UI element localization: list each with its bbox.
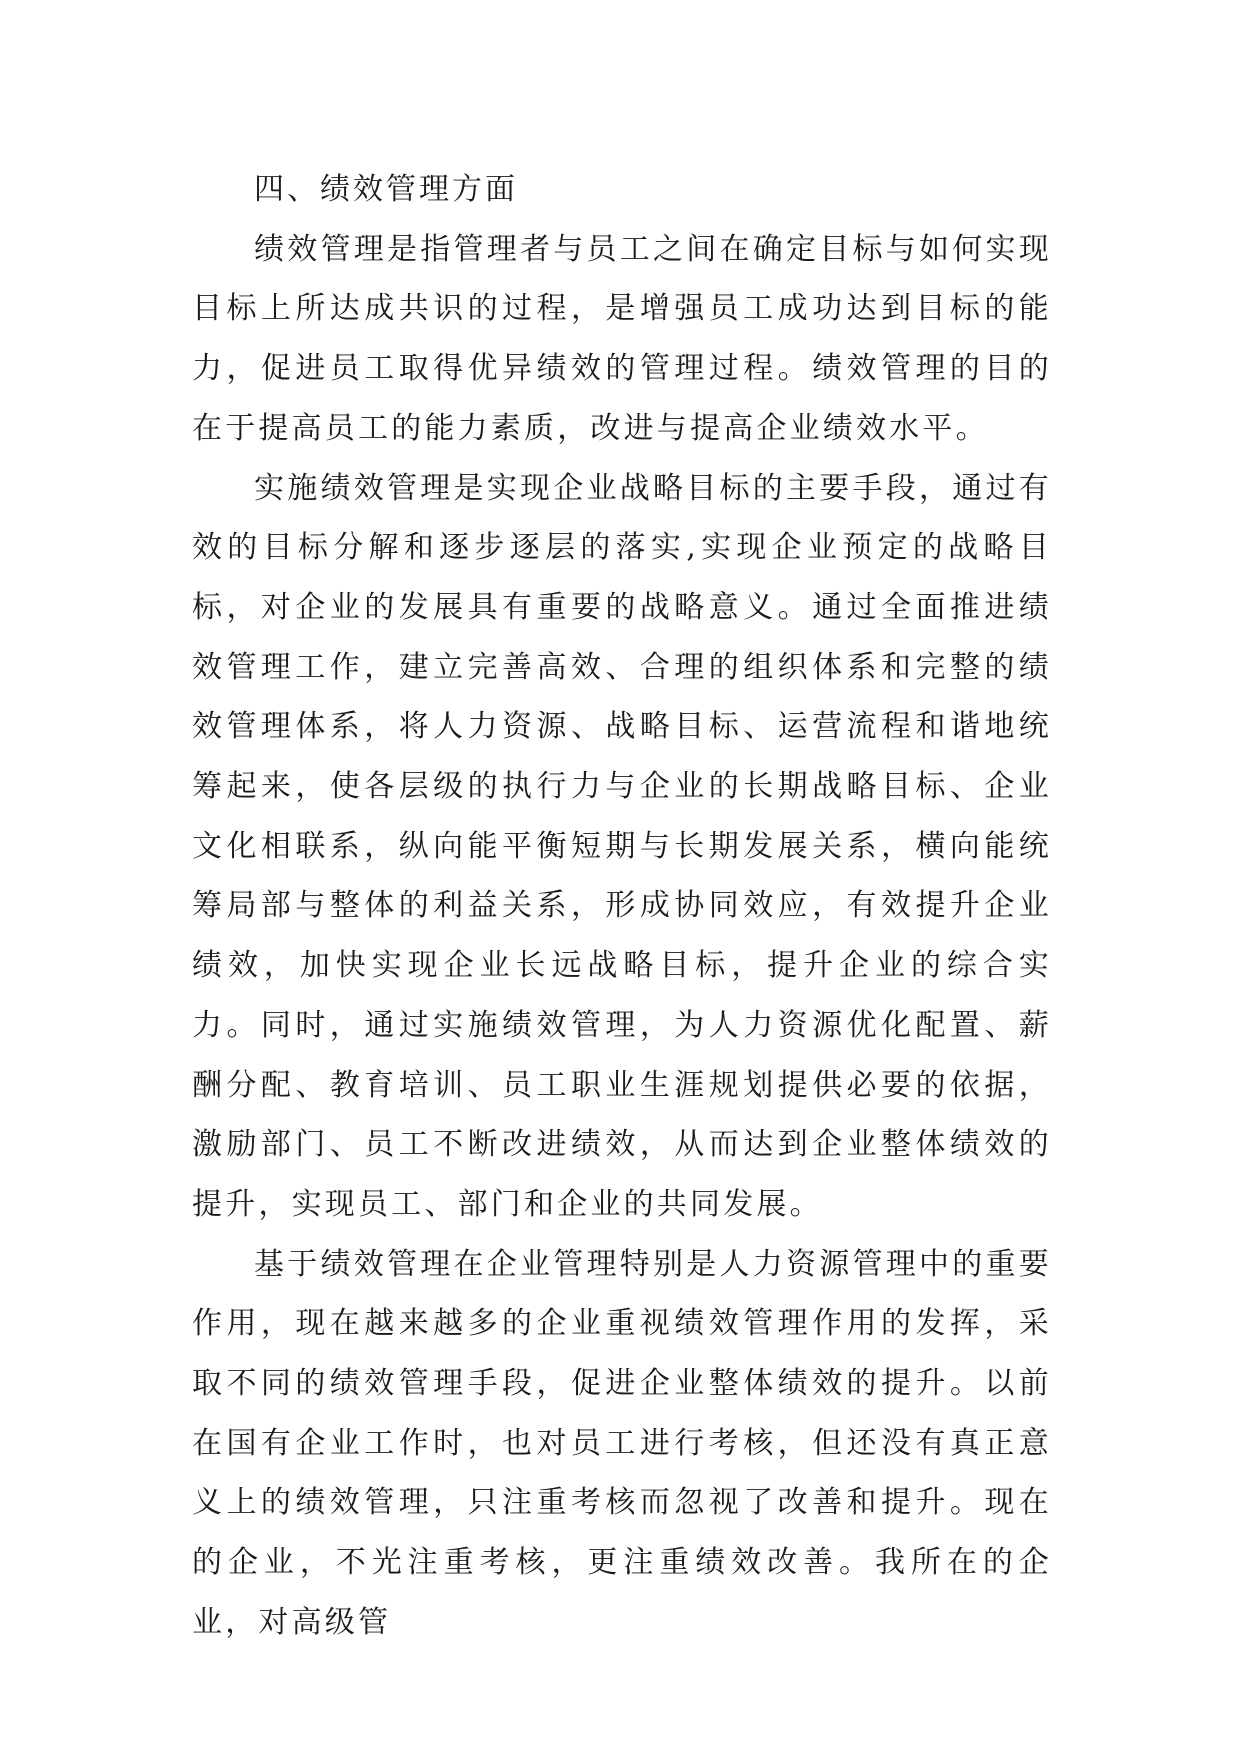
paragraph-3: 基于绩效管理在企业管理特别是人力资源管理中的重要作用，现在越来越多的企业重视绩效管理作用的发挥，采取不同的绩效管理手段，促进企业整体绩效的提升。以前在国有企业工作时，也对员工进行考核，但还没有真正意义上的绩效管理，只注重考核而忽视了改善和提升。现在的企业，不光注重考核，更注重绩效改善。我所在的企业，对高级管 bbox=[192, 1246, 1052, 1640]
paragraph-1: 绩效管理是指管理者与员工之间在确定目标与如何实现目标上所达成共识的过程，是增强员工成功达到目标的能力，促进员工取得优异绩效的管理过程。绩效管理的目的在于提高员工的能力素质，改进与提高企业绩效水平。 bbox=[192, 231, 1052, 446]
document-body bbox=[192, 160, 1052, 1653]
paragraph-2: 实施绩效管理是实现企业战略目标的主要手段，通过有效的目标分解和逐步逐层的落实,实现企业预定的战略目标，对企业的发展具有重要的战略意义。通过全面推进绩效管理工作，建立完善高效、合理的组织体系和完整的绩效管理体系，将人力资源、战略目标、运营流程和谐地统筹起来，使各层级的执行力与企业的长期战略目标、企业文化相联系，纵向能平衡短期与长期发展关系，横向能统筹局部与整体的利益关系，形成协同效应，有效提升企业绩效，加快实现企业长远战略目标，提升企业的综合实力。同时，通过实施绩效管理，为人力资源优化配置、薪酬分配、教育培训、员工职业生涯规划提供必要的依据，激励部门、员工不断改进绩效，从而达到企业整体绩效的提升，实现员工、部门和企业的共同发展。 bbox=[192, 470, 1052, 1222]
section-heading: 四、绩效管理方面 bbox=[254, 172, 518, 207]
